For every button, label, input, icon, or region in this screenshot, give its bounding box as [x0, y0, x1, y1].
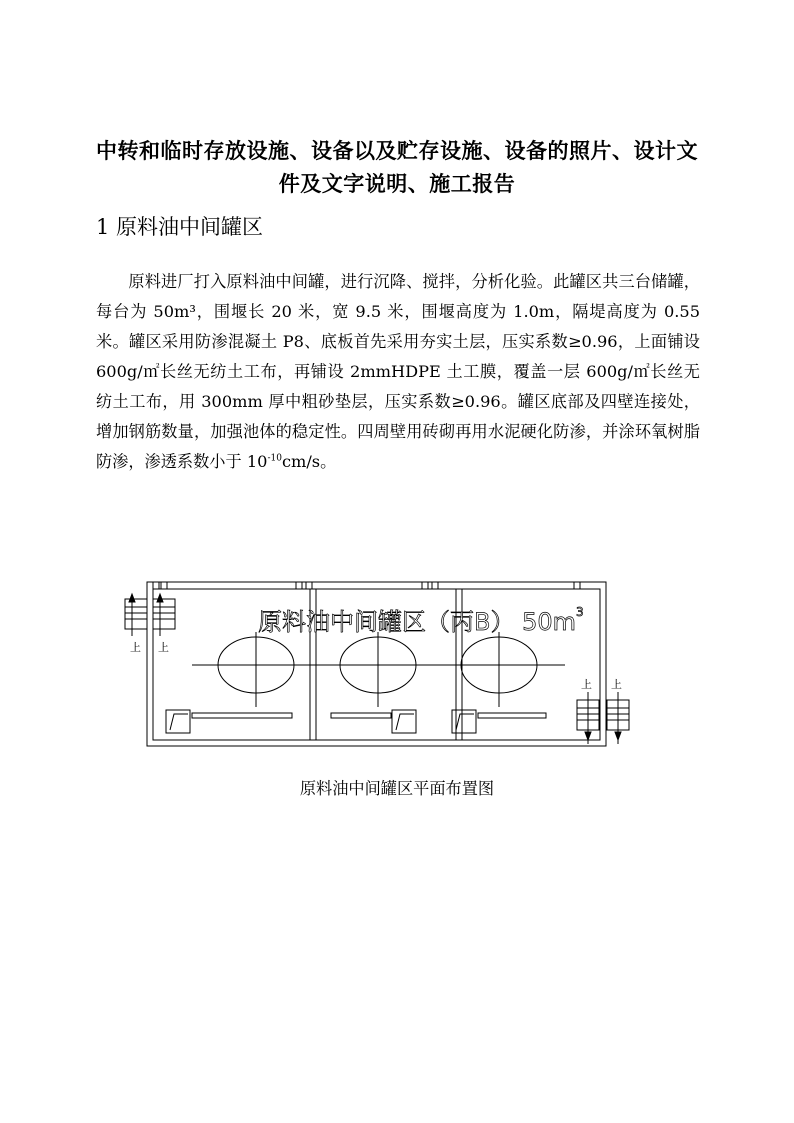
stair-label-1: 上 — [130, 641, 141, 654]
exponent: -10 — [267, 453, 282, 464]
tank-farm-plan-diagram — [120, 574, 640, 754]
section-heading: 1 原料油中间罐区 — [96, 215, 264, 239]
stair-label-2: 上 — [158, 641, 169, 654]
diagram-label-sup: 3 — [576, 605, 584, 619]
pipe-1 — [192, 713, 292, 718]
figure-caption: 原料油中间罐区平面布置图 — [299, 779, 495, 798]
pipe-2 — [331, 713, 391, 718]
top-notches — [153, 582, 580, 589]
diagram-label-text: 原料油中间罐区（丙B） 50m — [258, 608, 577, 636]
stair-label-3: 上 — [581, 678, 592, 691]
pipe-3 — [478, 713, 546, 718]
stair-left-1 — [125, 594, 147, 636]
stair-left-2 — [153, 594, 175, 636]
paragraph-text: 原料进厂打入原料油中间罐，进行沉降、搅拌，分析化验。此罐区共三台储罐，每台为 50m³，围堰长 20 米，宽 9.5 米，围堰高度为 1.0m，隔堤高度为 0.55 米。罐区采用防渗混凝土 P8、底板首先采用夯实土层，压实系数≥0.96，上面铺设 600g/㎡长丝无纺土工布，再铺设 2mmHDPE 土工膜，覆盖一层 600g/㎡长丝无纺土工布，用 300mm 厚中粗砂垫层，压实系数≥0.96。罐区底部及四壁连接处，增加钢筋数量，加强池体的稳定性。四周壁用砖砌再用水泥硬化防渗，并涂环氧树脂防渗，渗透系数小于 10 — [96, 272, 700, 471]
diagram-label — [258, 605, 584, 636]
document-title: 中转和临时存放设施、设备以及贮存设施、设备的照片、设计文件及文字说明、施工报告 — [96, 138, 698, 196]
stair-label-4: 上 — [611, 678, 622, 691]
stair-right-2 — [607, 692, 629, 744]
paragraph-unit: cm/s。 — [281, 452, 337, 471]
stair-right-1 — [577, 692, 599, 744]
body-paragraph — [96, 267, 700, 477]
